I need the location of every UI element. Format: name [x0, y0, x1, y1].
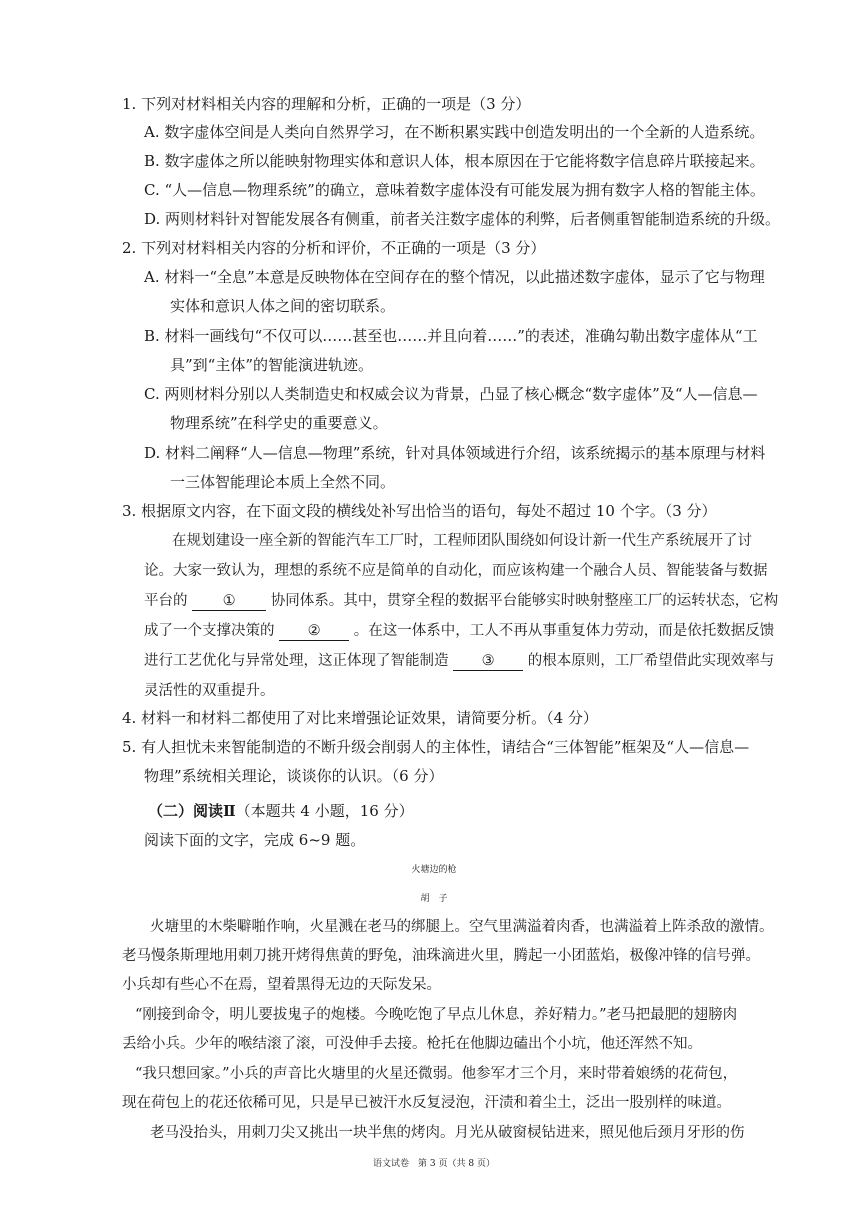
passage-text: 成了一个支撑决策的 — [144, 623, 275, 639]
section-heading — [148, 801, 414, 821]
question-3-passage-line2: 论。大家一致认为，理想的系统不应是简单的自动化，而应该构建一个融合人员、智能装备与数据 — [144, 563, 768, 579]
question-3-passage-line6: 灵活性的双重提升。 — [144, 683, 275, 699]
story-author: 胡 子 — [420, 894, 448, 904]
story-line: 火塘里的木柴噼啪作响，火星溅在老马的绑腿上。空气里满溢着肉香，也满溢着上阵杀敌的激情。 — [150, 919, 774, 935]
question-2-option-b-line1: B. 材料一画线句“不仅可以……甚至也……并且向着……”的表述，准确勾勒出数字虚体从“工 — [144, 327, 758, 345]
passage-text: 平台的 — [144, 593, 188, 609]
answer-blank-2[interactable]: ② — [279, 622, 349, 641]
question-2-option-d-line2: 一三体智能理论本质上全然不同。 — [170, 473, 396, 491]
question-3-passage-line5 — [144, 651, 774, 671]
answer-blank-1[interactable]: ① — [192, 592, 266, 611]
story-line: “刚接到命令，明儿要拔鬼子的炮楼。今晚吃饱了早点儿休息，养好精力。”老马把最肥的翅膀肉 — [135, 1007, 738, 1023]
story-line: 现在荷包上的花还依稀可见，只是早已被汗水反复浸泡，汗渍和着尘土，泛出一股别样的味道。 — [122, 1095, 731, 1111]
passage-text: 。在这一体系中，工人不再从事重复体力劳动，而是依托数据反馈 — [353, 623, 775, 639]
passage-text: 的根本原则，工厂希望借此实现效率与 — [527, 653, 775, 669]
story-line: 老马没抬头，用刺刀尖又挑出一块半焦的烤肉。月光从破窗棂钻进来，照见他后颈月牙形的伤 — [150, 1125, 745, 1141]
passage-text: 协同体系。其中，贯穿全程的数据平台能够实时映射整座工厂的运转状态，它构 — [270, 593, 779, 609]
story-line: 小兵却有些心不在焉，望着黑得无边的天际发呆。 — [122, 977, 441, 993]
question-2-option-c-line1: C. 两则材料分别以人类制造史和权威会议为背景，凸显了核心概念“数字虚体”及“人—信息— — [144, 385, 758, 403]
question-1-option-a: A. 数字虚体空间是人类向自然界学习，在不断积累实践中创造发明出的一个全新的人造系统。 — [144, 123, 765, 141]
section-label: （二）阅读Ⅱ — [148, 802, 236, 820]
question-1-option-b: B. 数字虚体之所以能映射物理实体和意识人体，根本原因在于它能将数字信息碎片联接起来。 — [144, 152, 765, 170]
story-line: 老马慢条斯理地用刺刀挑开烤得焦黄的野兔，油珠滴进火里，腾起一小团蓝焰，极像冲锋的信号弹。 — [122, 948, 760, 964]
story-line: “我只想回家。”小兵的声音比火塘里的火星还微弱。他参军才三个月，来时带着娘绣的花荷包， — [135, 1066, 738, 1082]
question-2-option-b-line2: 具”到“主体”的智能演进轨迹。 — [170, 356, 374, 374]
question-3-passage-line1: 在规划建设一座全新的智能汽车工厂时，工程师团队围绕如何设计新一代生产系统展开了讨 — [172, 533, 752, 549]
question-5-stem-line1: 5. 有人担忧未来智能制造的不断升级会削弱人的主体性，请结合“三体智能”框架及“人—信息— — [122, 738, 750, 756]
question-2-option-c-line2: 物理系统”在科学史的重要意义。 — [170, 414, 388, 432]
question-5-stem-line2: 物理”系统相关理论，谈谈你的认识。（6 分） — [144, 767, 444, 785]
question-3-stem: 3. 根据原文内容，在下面文段的横线处补写出恰当的语句，每处不超过 10 个字。（3 分） — [122, 502, 717, 520]
section-instruction: 阅读下面的文字，完成 6~9 题。 — [144, 831, 366, 849]
section-info: （本题共 4 小题，16 分） — [235, 802, 414, 820]
question-2-option-a-line2: 实体和意识人体之间的密切联系。 — [170, 297, 396, 315]
passage-text: 进行工艺优化与异常处理，这正体现了智能制造 — [144, 653, 449, 669]
question-2-option-a-line1: A. 材料一“全息”本意是反映物体在空间存在的整个情况，以此描述数字虚体，显示了它与物理 — [144, 268, 765, 286]
question-3-passage-line3 — [144, 591, 778, 611]
question-1-option-c: C. “人—信息—物理系统”的确立，意味着数字虚体没有可能发展为拥有数字人格的智能主体。 — [144, 181, 765, 199]
story-line: 丢给小兵。少年的喉结滚了滚，可没伸手去接。枪托在他脚边磕出个小坑，他还浑然不知。 — [122, 1036, 702, 1052]
question-4-stem: 4. 材料一和材料二都使用了对比来增强论证效果，请简要分析。（4 分） — [122, 709, 598, 727]
question-1-option-d: D. 两则材料针对智能发展各有侧重，前者关注数字虚体的利弊，后者侧重智能制造系统的升级。 — [144, 210, 781, 228]
question-3-passage-line4 — [144, 621, 774, 641]
question-2-option-d-line1: D. 材料二阐释“人—信息—物理”系统，针对具体领域进行介绍，该系统揭示的基本原理与材料 — [144, 444, 766, 462]
question-1-stem: 1. 下列对材料相关内容的理解和分析，正确的一项是（3 分） — [122, 95, 531, 113]
answer-blank-3[interactable]: ③ — [453, 652, 523, 671]
question-2-stem: 2. 下列对材料相关内容的分析和评价，不正确的一项是（3 分） — [122, 239, 546, 257]
story-title: 火塘边的枪 — [411, 865, 457, 875]
page-footer: 语文试卷 第 3 页（共 8 页） — [373, 1159, 495, 1169]
